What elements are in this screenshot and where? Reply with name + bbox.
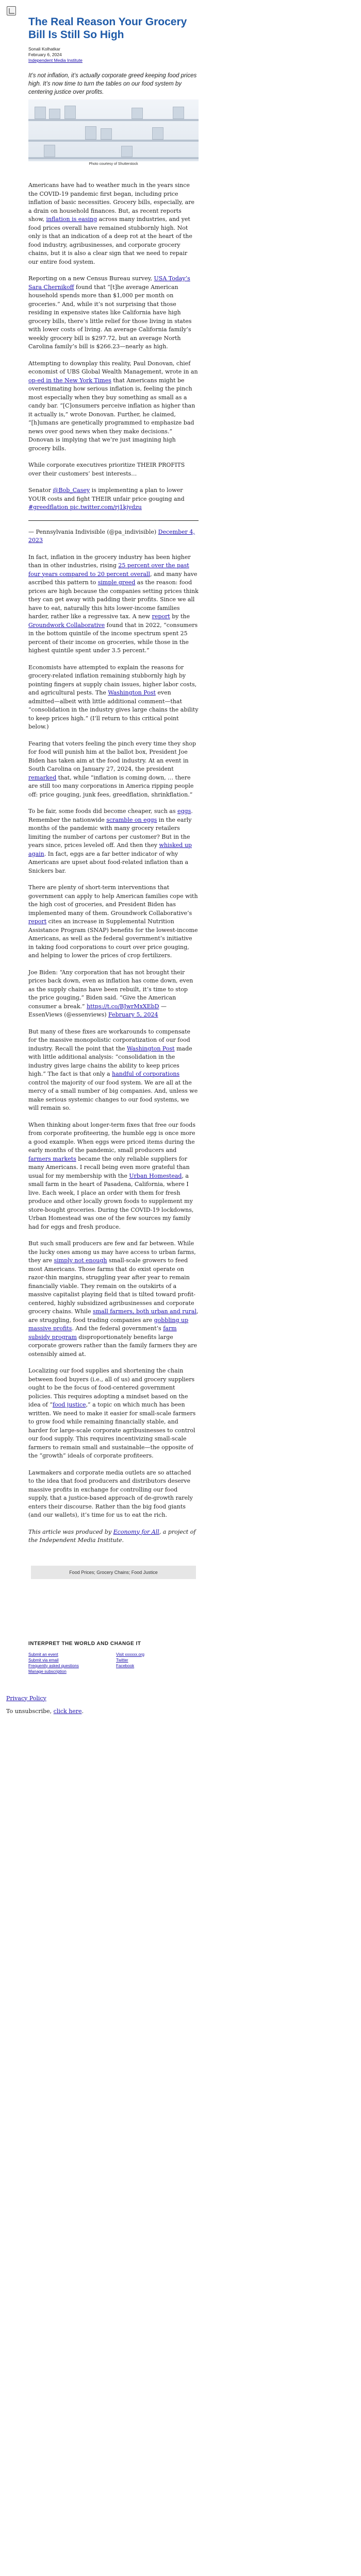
- unsubscribe-row: To unsubscribe, click here.: [6, 1707, 84, 1715]
- author-name: Sonali Kolhatkar: [28, 46, 60, 52]
- brand-logo-icon: [7, 6, 16, 15]
- inline-link[interactable]: Washington Post: [127, 1045, 175, 1052]
- article-paragraph: But many of these fixes are workarounds to compensate for the massive monopolistic corporatization of our food industry. Recall the point that the Washington Post made with little additional analysis: “consolidation in the industry gives large chains the ability to keep prices high.” The fact is that only a handful of corporations control the majority of our food system. We are all at the mercy of a small number of big companies. And, unless we make serious systemic changes to our food systems, we will remain so.: [28, 1028, 198, 1111]
- inline-link[interactable]: Groundwork Collaborative: [28, 621, 105, 629]
- article-meta: [28, 46, 199, 63]
- inline-link[interactable]: Washington Post: [108, 689, 156, 696]
- article-paragraph: Joe Biden: “Any corporation that has not brought their prices back down, even as inflation has come down, even as the supply chains have been rebuilt, it’s time to stop the price gouging,” Biden said. “Give the American consumer a break.” https://t.co/BJwrMxXEbD — EssenViews (@essenviews) February 5, 2024: [28, 969, 193, 1018]
- inline-link[interactable]: Urban Homestead: [129, 1172, 182, 1179]
- inline-link[interactable]: inflation is easing: [46, 216, 97, 223]
- divider: [28, 520, 199, 521]
- article-paragraph: Localizing our food supplies and shortening the chain between food buyers (i.e., all of us) and grocery suppliers ought to be the focus of food-centered government policies. This requires adopting a mindset based on the idea of “food justice,” a topic on which much has been written. We need to make it easier for small-scale farmers to grow food while remaining financially stable, and harder for large-scale corporate agribusinesses to control our food supply. This requires incentivizing small-scale farmers to remain small and sustainable—the opposite of the “growth” ideals of corporate profiteers.: [28, 1367, 196, 1459]
- article-paragraph: In fact, inflation in the grocery industry has been higher than in other industries, rising 25 percent over the past four years compared to 20 percent overall, and many have ascribed this pattern to simple greed as the reason: food prices are high because the companies setting prices think they can get away with padding their profits. Since we all have to eat, naturally this hits lower-income families harder, rather like a regressive tax. A new report by the Groundwork Collaborative found that in 2022, “consumers in the bottom quintile of the income spectrum spent 25 percent of their income on groceries, while those in the highest quintile spent under 3.5 percent.”: [28, 553, 199, 654]
- tag-list: Food Prices; Grocery Chains; Food Justice: [31, 1566, 196, 1579]
- inline-link[interactable]: remarked: [28, 774, 57, 781]
- article-paragraph: But such small producers are few and far between. While the lucky ones among us may have access to urban farms, they are simply not enough small-scale growers to feed most Americans. Those farms that do exist operate on razor-thin margins, struggling year after year to remain financially viable. They remain on the outskirts of a massive capitalist playing field that is tilted toward profit-centered, highly subsidized agribusinesses and corporate grocery chains. While small farmers, both urban and rural, are struggling, food trading companies are gobbling up massive profits. And the federal government’s farm subsidy program disproportionately benefits large corporate growers rather than the family farmers they are ostensibly aimed at.: [28, 1240, 199, 1358]
- article-paragraph: There are plenty of short-term interventions that government can apply to help American families cope with the high cost of groceries, and President Biden has implemented many of them. Groundwork Collaborative’s report cites an increase in Supplemental Nutrition Assistance Program (SNAP) benefits for the lowest-income Americans, as well as the federal government’s initiative in taking food corporations to court over price gouging, and helping to lower the prices of crop fertilizers.: [28, 884, 198, 959]
- newsletter-link[interactable]: Submit an event: [28, 1652, 58, 1657]
- hero-image: [28, 99, 199, 161]
- article-headline[interactable]: The Real Reason Your Grocery Bill Is Still So High: [28, 16, 187, 41]
- newsletter-link[interactable]: Facebook: [116, 1663, 135, 1668]
- tag-item[interactable]: Grocery Chains: [96, 1569, 129, 1575]
- newsletter-heading: INTERPRET THE WORLD AND CHANGE IT: [28, 1640, 141, 1647]
- inline-link[interactable]: simple greed: [97, 579, 136, 586]
- inline-link[interactable]: scramble on eggs: [106, 816, 157, 823]
- newsletter-links-right: [116, 1652, 199, 1674]
- inline-link[interactable]: gobbling up massive profits: [28, 1316, 189, 1332]
- economy-for-all-link[interactable]: Economy for All: [113, 1528, 159, 1535]
- article-paragraph: When thinking about longer-term fixes that free our foods from corporate profiteering, the humble egg is once more a good example. When eggs were priced items during the early months of the pandemic, small producers and farmers markets became the only reliable suppliers for many Americans. I recall being even more grateful than usual for my membership with the Urban Homestead, a small farm in the heart of Pasadena, California, where I live. Each week, I place an order with them for fresh produce and other locally grown foods to supplement my store-bought groceries. During the COVID-19 lockdowns, Urban Homestead was one of the few sources my family had for eggs and fresh produce.: [28, 1121, 195, 1230]
- inline-link[interactable]: December 4, 2023: [28, 528, 195, 544]
- newsletter-links-left: [28, 1652, 111, 1674]
- article-paragraph: Economists have attempted to explain the reasons for grocery-related inflation remaining stubbornly high by pointing fingers at supply chain issues, higher labor costs, and agricultural pests. The Washington Post even admitted—albeit with little additional comment—that “consolidation in the industry gives large chains the ability to keep prices high.” (I’ll return to this critical point below.): [28, 664, 199, 730]
- inline-link[interactable]: simply not enough: [54, 1257, 107, 1264]
- article-paragraph: While corporate executives prioritize THEIR PROFITS over their customers’ best interests…: [28, 462, 185, 477]
- newsletter-link[interactable]: Submit via email: [28, 1657, 59, 1663]
- inline-link[interactable]: February 5, 2024: [108, 1011, 158, 1018]
- publish-date: February 6, 2024: [28, 52, 62, 57]
- article-paragraph: Fearing that voters feeling the pinch every time they shop for food will punish him at the ballot box, President Joe Biden has taken aim at the food industry. At an event in South Carolina on January 27, 2024, the president remarked that, while “inflation is coming down, … there are still too many corporations in America ripping people off: price gouging, junk fees, greedflation, shrinkflation.”: [28, 740, 196, 798]
- inline-link[interactable]: farm subsidy program: [28, 1325, 177, 1341]
- inline-link[interactable]: handful of corporations: [112, 1071, 180, 1077]
- inline-link[interactable]: op-ed in the New York Times: [28, 377, 111, 384]
- inline-link[interactable]: @Bob_Casey: [53, 487, 90, 494]
- inline-link[interactable]: farmers markets: [28, 1155, 76, 1162]
- article-paragraph: — Pennsylvania Indivisible (@pa_indivisible) December 4, 2023: [28, 528, 195, 544]
- article-paragraph: Reporting on a new Census Bureau survey, USA Today’s Sara Chernikoff found that “[t]he average American household spends more than $1,000 per month on groceries.” And, while it’s not surprising that those residing in expensive states like California have high grocery bills, there’s little relief for those living in states with lower costs of living. An average California family’s weekly grocery bill is $297.72, but an average North Carolina family’s bill is $266.23—nearly as high.: [28, 275, 192, 350]
- inline-link[interactable]: USA Today’s Sara Chernikoff: [28, 275, 190, 291]
- inline-link[interactable]: https://t.co/BJwrMxXEbD: [87, 1003, 159, 1010]
- inline-link[interactable]: small farmers, both urban and rural: [93, 1308, 196, 1315]
- newsletter-block: [28, 1641, 199, 1674]
- privacy-row: [6, 1695, 361, 1702]
- inline-link[interactable]: whisked up again: [28, 842, 192, 857]
- newsletter-link[interactable]: Visit xxxxxx.org: [116, 1652, 144, 1657]
- article-body: [28, 181, 199, 1520]
- image-caption: Photo courtesy of Shutterstock: [89, 162, 138, 166]
- unsubscribe-link[interactable]: click here: [53, 1707, 82, 1715]
- article-paragraph: To be fair, some foods did become cheaper, such as eggs. Remember the nationwide scramble on eggs in the early months of the pandemic with many grocery retailers limiting the number of cartons per customer? But in the years since, prices leveled off. And then they whisked up again. In fact, eggs are a far better indicator of why Americans are upset about food-related inflation than a Snickers bar.: [28, 808, 193, 874]
- privacy-policy-link[interactable]: Privacy Policy: [6, 1694, 46, 1702]
- source-link[interactable]: Independent Media Institute: [28, 58, 83, 63]
- article-dek: It’s not inflation, it’s actually corporate greed keeping food prices high. It’s now time to turn the tables on our food system by centering justice over profits.: [28, 73, 197, 95]
- footer: [0, 1641, 361, 1735]
- inline-link[interactable]: eggs: [177, 808, 191, 815]
- newsletter-link[interactable]: Manage subscription: [28, 1669, 67, 1674]
- tag-item[interactable]: Food Prices: [69, 1569, 94, 1575]
- inline-link[interactable]: food justice: [52, 1401, 86, 1408]
- article-paragraph: Americans have had to weather much in the years since the COVID-19 pandemic first began, including price inflation of basic necessities. Grocery bills, especially, are a drain on household finances. But, as recent reports show, inflation is easing across many industries, and yet food prices overall have remained stubbornly high. Not only is that an indication of a deep rot at the heart of the food industry, agribusinesses, and corporate grocery chains, but it is also a clear sign that we need to repair our entire food system.: [28, 182, 195, 265]
- inline-link[interactable]: report: [28, 918, 47, 925]
- newsletter-link[interactable]: Frequently asked questions: [28, 1663, 79, 1668]
- inline-link[interactable]: report: [152, 613, 170, 620]
- article-paragraph: Lawmakers and corporate media outlets are so attached to the idea that food producers and distributors deserve massive profits in exchange for controlling our food supply, that a justice-based approach of de-growth rarely enters their discourse. Rather than the big food giants (and our wallets), it’s time for us to eat the rich.: [28, 1469, 193, 1518]
- article-credit: This article was produced by Economy for All, a project of the Independent Media Institute.: [28, 1528, 196, 1544]
- article-paragraph: Attempting to downplay this reality, Paul Donovan, chief economist of UBS Global Wealth Management, wrote in an op-ed in the New York Times that Americans might be overestimating how serious inflation is, feeling the pinch most especially when they buy something as small as a candy bar. “[C]onsumers perceive inflation as higher than it actually is,” wrote Donovan. Further, he claimed, “[h]umans are genetically programmed to emphasize bad news over good news when they make decisions.” Donovan is implying that we’re just imagining high grocery bills.: [28, 360, 198, 452]
- inline-link[interactable]: 25 percent over the past four years compared to 20 percent overall: [28, 562, 189, 578]
- newsletter-link[interactable]: Twitter: [116, 1657, 128, 1663]
- article-paragraph: Senator @Bob_Casey is implementing a plan to lower YOUR costs and fight THEIR unfair price gouging and #greedflation pic.twitter.com/rj1kjydzu: [28, 487, 185, 511]
- inline-link[interactable]: #greedflation pic.twitter.com/rj1kjydzu: [28, 504, 142, 511]
- article: [28, 0, 199, 1610]
- tag-item[interactable]: Food Justice: [131, 1569, 158, 1575]
